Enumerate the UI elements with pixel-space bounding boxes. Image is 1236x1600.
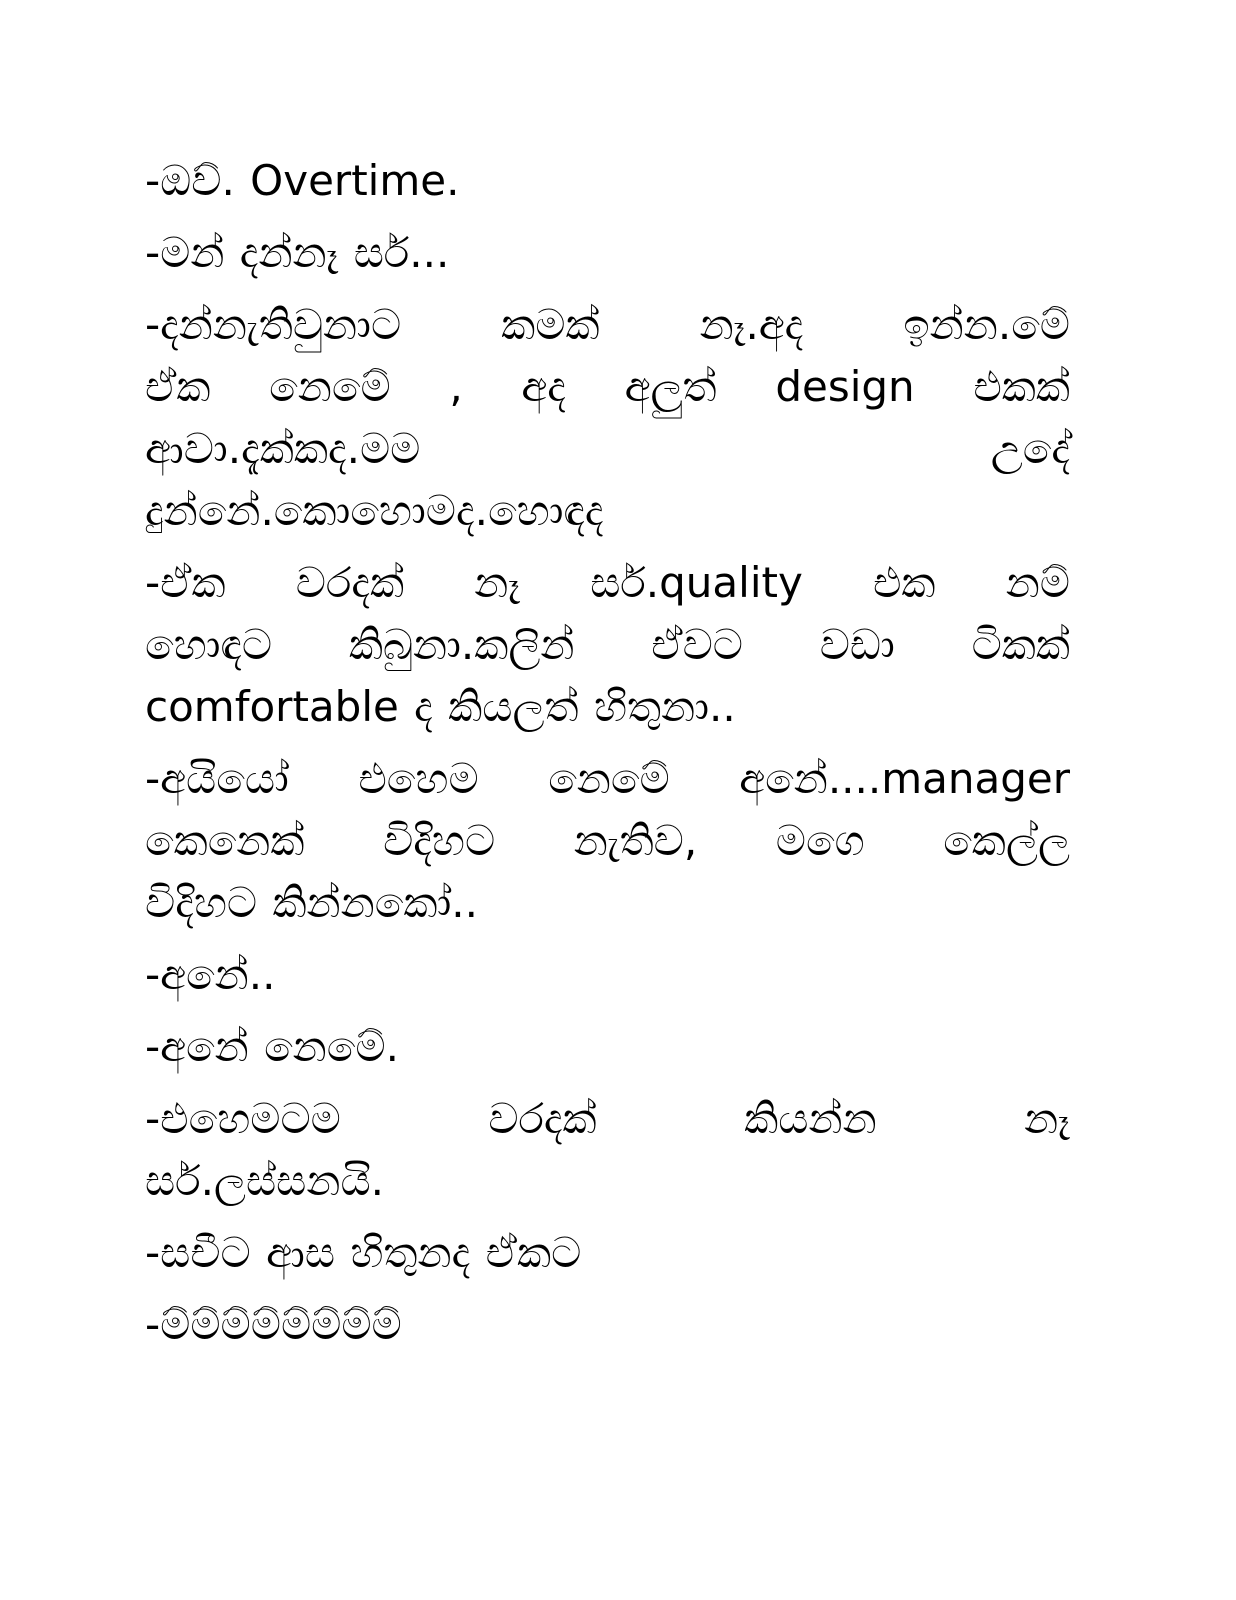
text-line: -එහෙමටම වරදක් කියන්න නෑ <box>145 1094 1070 1143</box>
text-line: -ඒක වරදක් නෑ සර්.quality එක නම් <box>145 558 1070 607</box>
text-line: -දන්නැතිවුනාට කමක් නෑ.අද ඉන්න.මේ <box>145 300 1070 349</box>
dialogue-line-9 <box>145 1222 1070 1284</box>
text-line: කෙනෙක් විදිහට නැතිව, මගෙ කෙල්ල <box>145 816 1070 865</box>
text-line: comfortable ද කියලත් හිතුනා.. <box>145 682 736 731</box>
dialogue-line-10 <box>145 1294 1070 1356</box>
text-line: -අයියෝ එහෙම නෙමේ අනේ....manager <box>145 754 1070 803</box>
dialogue-line-3 <box>145 294 1070 542</box>
text-line: -සචීට ආස හිතුනද ඒකට <box>145 1228 582 1277</box>
text-line: හොඳට කිබුනා.කලින් ඒවට වඩා ටිකක් <box>145 620 1070 669</box>
text-line: සර්.ලස්සනයි. <box>145 1156 385 1205</box>
text-line: දුන්නේ.කොහොමද.හොඳද <box>145 486 604 535</box>
dialogue-line-5 <box>145 748 1070 934</box>
document-page <box>145 150 1070 1366</box>
dialogue-line-1 <box>145 150 1070 212</box>
text-line: -අනේ.. <box>145 950 276 999</box>
dialogue-line-7 <box>145 1016 1070 1078</box>
text-line: ඒක නෙමේ , අද අලුත් design එකක් <box>145 362 1070 411</box>
dialogue-line-6 <box>145 944 1070 1006</box>
dialogue-line-8 <box>145 1088 1070 1212</box>
text-line: -මන් දන්නෑ සර්... <box>145 228 450 277</box>
dialogue-line-2 <box>145 222 1070 284</box>
text-line: -ම්ම්ම්ම්ම්ම්ම්ම් <box>145 1300 402 1349</box>
text-line: විදිහට කින්නකෝ.. <box>145 878 478 927</box>
text-line: -අනේ නෙමේ. <box>145 1022 399 1071</box>
dialogue-line-4 <box>145 552 1070 738</box>
text-line: -ඔව්. Overtime. <box>145 156 460 205</box>
text-line: ආවා.දැක්කද.මම උදේ <box>145 424 1070 473</box>
